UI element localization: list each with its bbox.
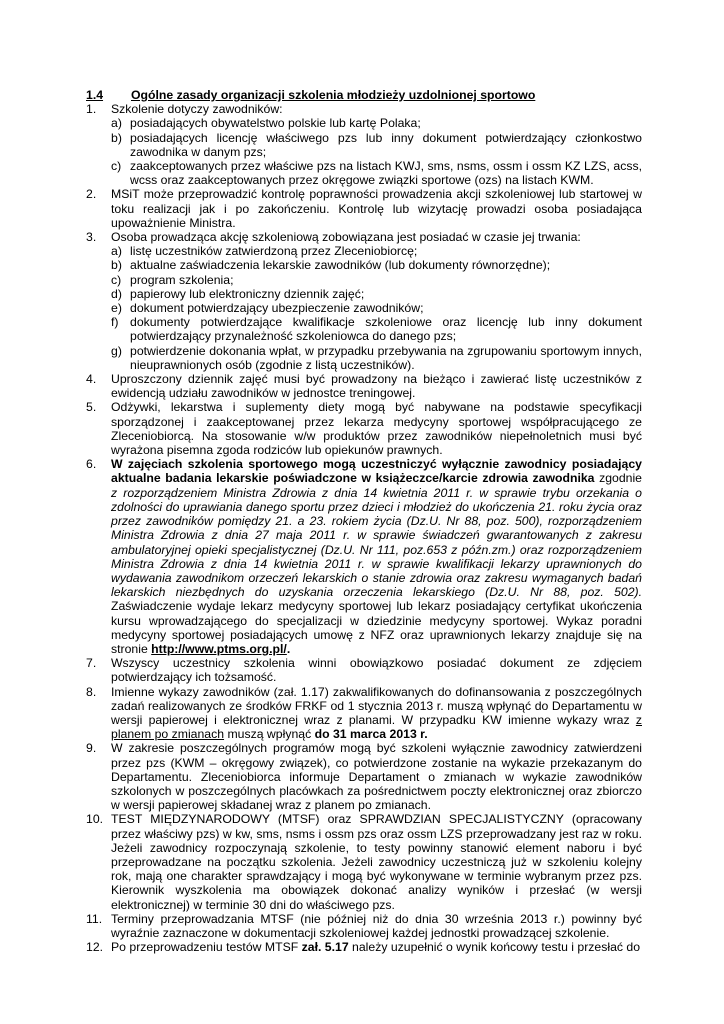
- sub-text: dokumenty potwierdzające kwalifikacje szkoleniowe oraz licencję lub inny dokument potwierdzający przynależność szkoleniowca do danego pzs;: [130, 315, 642, 344]
- sub-letter: e): [111, 301, 122, 316]
- sub-item: [111, 244, 642, 258]
- underlined-text: z planem po zmianach: [111, 712, 642, 742]
- sub-letter: f): [111, 315, 119, 330]
- list-item-5: [86, 400, 642, 457]
- sub-text: posiadających licencję właściwego pzs lub inny dokument potwierdzający członkostwo zawodnika w danym pzs;: [130, 130, 642, 159]
- text-run: Po przeprowadzeniu testów MTSF: [111, 940, 302, 955]
- sub-letter: b): [111, 258, 122, 273]
- text-run: muszą wpłynąć: [224, 727, 315, 742]
- item-number: 5.: [86, 400, 97, 415]
- item-text: MSiT może przeprowadzić kontrolę poprawności prowadzenia akcji szkoleniowej lub startowej w toku realizacji jak i po zakończeniu. Kontrolę lub wizytację prowadzi osoba posiadająca upoważnienie Ministra.: [111, 187, 642, 230]
- text-run: Zaświadczenie wydaje lekarz medycyny sportowej lub lekarz posiadający certyfikat ukończenia kursu wprowadzającego do specjalizacji w dziedzinie medycyny sportowej. Wykaz poradni medycyny sportowej posiadających umowę z NFZ oraz uprawnionych lekarzy znajduje się na stronie: [111, 599, 642, 656]
- text-run: należy uzupełnić o wynik końcowy testu i przesłać do: [348, 940, 641, 955]
- sub-item: [111, 159, 642, 187]
- item-number: 4.: [86, 372, 97, 387]
- document-page: [86, 88, 642, 954]
- legal-citations: z rozporządzeniem Ministra Zdrowia z dnia 14 kwietnia 2011 r. w sprawie trybu orzekania o zdolności do uprawiania danego sportu przez dzieci i młodzież do ukończenia 21. roku życia oraz przez zawodników pomiędzy 21. a 23. rokiem życia (Dz.U. Nr 88, poz. 500), rozporządzeniem Ministra Zdrowia z dnia 27 maja 2011 r. w sprawie świadczeń gwarantowanych z zakresu ambulatoryjnej opieki specjalistycznej (Dz.U. Nr 111, poz.653 z późn.zm.) oraz rozporządzeniem Ministra Zdrowia z dnia 14 kwietnia 2011 r. w sprawie kwalifikacji lekarzy uprawnionych do wydawania zawodnikom orzeczeń lekarskich o stanie zdrowia oraz zakresu wymaganych badań lekarskich niezbędnych do uzyskania orzeczenia lekarskiego (Dz.U. Nr 88, poz. 502).: [111, 485, 642, 600]
- item-text: Wszyscy uczestnicy szkolenia winni obowiązkowo posiadać dokument ze zdjęciem potwierdzający ich tożsamość.: [111, 656, 642, 685]
- list-item-10: [86, 812, 642, 911]
- list-item-3: [86, 230, 642, 244]
- sub-text: posiadających obywatelstwo polskie lub kartę Polaka;: [130, 116, 421, 131]
- ptms-link[interactable]: [151, 642, 287, 656]
- item-text: [111, 685, 642, 742]
- list-item-12: [86, 940, 642, 954]
- sub-item: [111, 301, 642, 315]
- item-number: 6.: [86, 457, 97, 472]
- item-text: [111, 940, 642, 954]
- sub-item: [111, 116, 642, 130]
- sub-letter: d): [111, 286, 122, 301]
- item-text: Osoba prowadząca akcję szkoleniową zobowiązana jest posiadać w czasie jej trwania:: [111, 230, 581, 245]
- item-number: 1.: [86, 102, 97, 117]
- item-number: 2.: [86, 187, 97, 202]
- item-number: 10.: [86, 812, 104, 827]
- sub-letter: g): [111, 343, 122, 358]
- sub-text: program szkolenia;: [130, 272, 234, 287]
- item-number: 9.: [86, 741, 97, 756]
- item-text: TEST MIĘDZYNARODOWY (MTSF) oraz SPRAWDZIAN SPECJALISTYCZNY (opracowany przez właściwy pzs) w kw, sms, nsms i ossm pzs oraz ossm LZS przeprowadzany jest raz w roku. Jeżeli zawodnicy rozpoczynają szkolenie, to testy powinny stanowić element naboru i być przeprowadzane na początku szkolenia. Jeżeli zawodnicy uczestniczą już w szkoleniu kolejny rok, mają one charakter sprawdzający i mogą być wykonywane w terminie wybranym przez pzs. Kierownik wyszkolenia ma obowiązek dokonać analizy wyników i przesłać (w wersji elektronicznej) w terminie 30 dni do właściwego pzs.: [111, 812, 642, 912]
- sub-letter: c): [111, 159, 122, 174]
- list-item-11: [86, 912, 642, 940]
- item-number: 12.: [86, 940, 104, 955]
- item-text: Odżywki, lekarstwa i suplementy diety mogą być nabywane na podstawie specyfikacji sporządzonej i zaakceptowanej przez lekarza medycyny sportowej współpracującego ze Zleceniobiorcą. Na stosowanie w/w produktów przez zawodników niepełnoletnich musi być wyrażona pisemna zgoda rodziców lub opiekunów prawnych.: [111, 400, 642, 458]
- sub-item: [111, 273, 642, 287]
- sub-text: listę uczestników zatwierdzoną przez Zleceniobiorcę;: [130, 244, 418, 259]
- sub-item: [111, 344, 642, 372]
- text-run: Imienne wykazy zawodników (zał. 1.17) zakwalifikowanych do dofinansowania z poszczególnych zadań realizowanych ze środków FRKF od 1 stycznia 2013 r. muszą wpłynąć do Departamentu w wersji papierowej i elektronicznej wraz z planami. W przypadku KW imienne wykazy wraz: [111, 684, 642, 727]
- sub-item: [111, 258, 642, 272]
- item-number: 3.: [86, 230, 97, 245]
- section-heading: [86, 88, 642, 102]
- list-item-7: [86, 656, 642, 684]
- section-number: 1.4: [86, 88, 104, 102]
- sub-letter: c): [111, 272, 122, 287]
- sub-item: [111, 131, 642, 159]
- sub-item: [111, 287, 642, 301]
- sub-letter: a): [111, 116, 122, 131]
- attachment-ref: zał. 5.17: [301, 940, 349, 955]
- list-item-9: [86, 741, 642, 812]
- item-text: Uproszczony dziennik zajęć musi być prowadzony na bieżąco i zawierać listę uczestników z ewidencją udziału zawodników w jednostce treningowej.: [111, 372, 642, 401]
- sub-letter: a): [111, 244, 122, 259]
- list-item-2: [86, 187, 642, 230]
- deadline-text: do 31 marca 2013 r.: [314, 727, 428, 742]
- item-text: Terminy przeprowadzania MTSF (nie później niż do dnia 30 września 2013 r.) powinny być wyraźnie zaznaczone w dokumentacji szkoleniowej każdej jednostki prowadzącej szkolenie.: [111, 911, 642, 940]
- sub-text: aktualne zaświadczenia lekarskie zawodników (lub dokumenty równorzędne);: [130, 258, 551, 273]
- list-item-1: [86, 102, 642, 116]
- item-text: W zakresie poszczególnych programów mogą być szkoleni wyłącznie zawodnicy zatwierdzeni przez pzs (KWM – okręgowy związek), co potwierdzone zostanie na wykazie przekazanym do Departamentu. Zleceniobiorca informuje Departament o zmianach w wykazie zawodników szkolonych w poszczególnych placówkach za pośrednictwem poczty elektronicznej oraz zbiorczo w wersji papierowej składanej wraz z planem po zmianach.: [111, 741, 642, 813]
- sub-text: dokument potwierdzający ubezpieczenie zawodników;: [130, 301, 424, 316]
- item-text: Szkolenie dotyczy zawodników:: [111, 102, 283, 117]
- list-item-8: [86, 685, 642, 742]
- item-number: 11.: [86, 911, 103, 926]
- item-text: [111, 457, 642, 656]
- ptms-link-text[interactable]: http://www.ptms.org.pl/: [151, 641, 287, 656]
- text-run: zgodnie: [594, 471, 642, 486]
- list-item-6: [86, 457, 642, 656]
- sub-text: potwierdzenie dokonania wpłat, w przypadku przebywania na zgrupowaniu sportowym innych, nieuprawnionych osób (zgodnie z listą uczestników).: [130, 343, 642, 372]
- section-title: Ogólne zasady organizacji szkolenia młodzieży uzdolnionej sportowo: [131, 88, 536, 102]
- bold-requirement: W zajęciach szkolenia sportowego mogą uczestniczyć wyłącznie zawodnicy posiadający aktualne badania lekarskie poświadczone w książeczce/karcie zdrowia zawodnika: [111, 457, 642, 486]
- text-run: .: [286, 641, 291, 656]
- sub-letter: b): [111, 130, 122, 145]
- item-number: 7.: [86, 656, 97, 671]
- sub-text: zaakceptowanych przez właściwe pzs na listach KWJ, sms, nsms, ossm i ossm KZ LZS, acss, wcss oraz zaakceptowanych przez okręgowe związki sportowe (ozs) na listach KWM.: [130, 159, 642, 188]
- sub-item: [111, 315, 642, 343]
- item-number: 8.: [86, 684, 97, 699]
- list-item-4: [86, 372, 642, 400]
- sub-text: papierowy lub elektroniczny dziennik zajęć;: [130, 286, 365, 301]
